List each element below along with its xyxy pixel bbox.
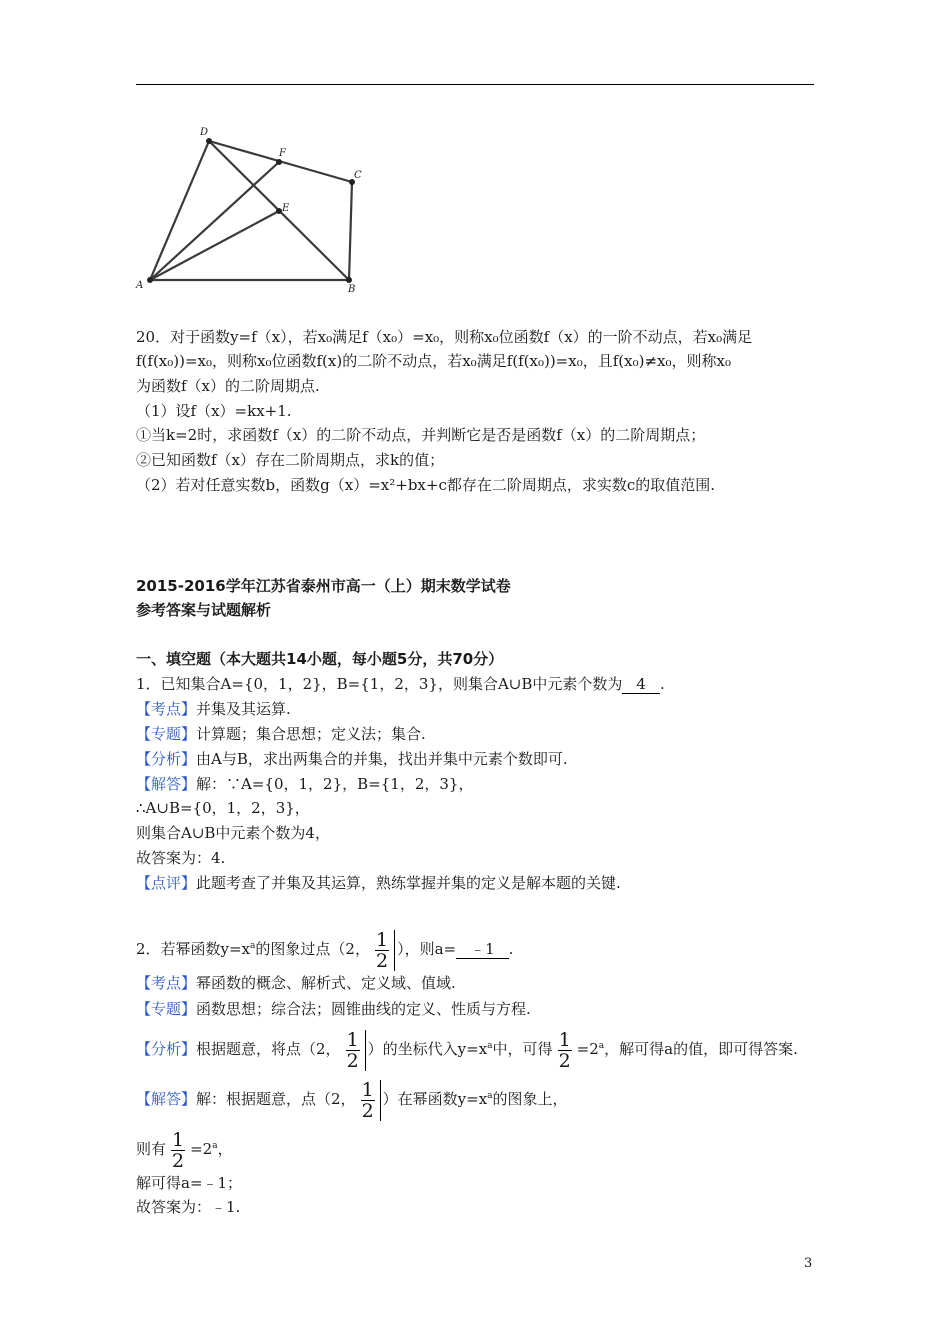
- q1-stem-text: 1．已知集合A={0，1，2}，B={1，2，3}，则集合A∪B中元素个数为: [136, 675, 623, 693]
- q2-step-3: 故答案为：﹣1.: [136, 1198, 241, 1216]
- label-E: E: [282, 203, 290, 214]
- q20-line-6: ②已知函数f（x）存在二阶周期点，求k的值；: [136, 451, 445, 469]
- q1-dianping: 【点评】此题考查了并集及其运算，熟练掌握并集的定义是解本题的关键.: [136, 874, 621, 892]
- q20-line-3: 为函数f（x）的二阶周期点.: [136, 377, 320, 395]
- dianping-tag: 【点评】: [136, 874, 197, 892]
- kaodian-tag: 【考点】: [136, 974, 197, 992]
- segment-BC: [349, 182, 352, 280]
- label-F: F: [279, 148, 286, 159]
- answer-subtitle: 参考答案与试题解析: [136, 601, 272, 619]
- fraction-one-half: $\frac{1}{2}$: [558, 1028, 571, 1072]
- zhuanti-tag: 【专题】: [136, 1000, 197, 1018]
- q2-jieda: 【解答】解：根据题意，点（2， $\frac{1}{2}$ ）在幂函数$y=x^a$的图象上，: [136, 1078, 568, 1122]
- label-B: B: [348, 284, 356, 295]
- q20-line-2: f(f(x₀))=x₀，则称x₀位函数f(x)的二阶不动点，若x₀满足f(f(x₀))=x₀，且f(x₀)≠x₀，则称x₀: [136, 352, 731, 370]
- q1-step-3: 故答案为：4.: [136, 849, 226, 867]
- q2-step-1: 则有 $\frac{1}{2}$ $=2^a$，: [136, 1128, 233, 1172]
- answer-title: 2015-2016学年江苏省泰州市高一（上）期末数学试卷: [136, 577, 511, 595]
- q2-answer-blank: ﹣1: [456, 940, 509, 959]
- jieda-tag: 【解答】: [136, 1090, 197, 1108]
- fenxi-tag: 【分析】: [136, 750, 197, 768]
- q1-zhuanti: 【专题】计算题；集合思想；定义法；集合.: [136, 725, 426, 743]
- header-rule: [136, 84, 814, 85]
- fraction-one-half: $\frac{1}{2}$: [172, 1128, 185, 1172]
- q20-line-7: （2）若对任意实数b，函数g（x）=x²+bx+c都存在二阶周期点，求实数c的取值范围.: [136, 476, 716, 494]
- zhuanti-tag: 【专题】: [136, 725, 197, 743]
- q1-answer-blank: 4: [622, 675, 660, 694]
- geometry-figure: [132, 120, 368, 298]
- q1-stem: 1．已知集合A={0，1，2}，B={1，2，3}，则集合A∪B中元素个数为 4 .: [136, 675, 665, 693]
- fraction-one-half: $\frac{1}{2}$: [358, 1080, 381, 1121]
- q1-step-1: ∴A∪B={0，1，2，3}，: [136, 799, 310, 817]
- kaodian-tag: 【考点】: [136, 700, 197, 718]
- fenxi-tag: 【分析】: [136, 1040, 197, 1058]
- section-heading: 一、填空题（本大题共14小题，每小题5分，共70分）: [136, 650, 504, 668]
- q1-step-2: 则集合A∪B中元素个数为4，: [136, 824, 330, 842]
- jieda-tag: 【解答】: [136, 775, 197, 793]
- label-A: A: [136, 280, 144, 291]
- q20-line-5: ①当k=2时，求函数f（x）的二阶不动点，并判断它是否是函数f（x）的二阶周期点；: [136, 426, 706, 444]
- fraction-one-half: $\frac{1}{2}$: [343, 1030, 366, 1071]
- label-C: C: [354, 170, 362, 181]
- q20-line-4: （1）设f（x）=kx+1.: [136, 402, 292, 420]
- q2-zhuanti: 【专题】函数思想；综合法；圆锥曲线的定义、性质与方程.: [136, 1000, 531, 1018]
- q2-step-2: 解可得a=﹣1；: [136, 1174, 243, 1192]
- label-D: D: [200, 127, 209, 138]
- page-number: 3: [804, 1256, 813, 1271]
- q2-kaodian: 【考点】幂函数的概念、解析式、定义域、值域.: [136, 974, 456, 992]
- q20-line-1: 20．对于函数y=f（x），若x₀满足f（x₀）=x₀，则称x₀位函数f（x）的一阶不动点，若x₀满足: [136, 328, 753, 346]
- q1-jieda: 【解答】解：∵A={0，1，2}，B={1，2，3}，: [136, 775, 474, 793]
- q1-fenxi: 【分析】由A与B，求出两集合的并集，找出并集中元素个数即可.: [136, 750, 568, 768]
- q2-fenxi: 【分析】根据题意，将点（2， $\frac{1}{2}$ ）的坐标代入$y=x^a$中，可得 $\frac{1}{2}$ $=2^a$，解可得a的值，即可得答案.: [136, 1028, 798, 1072]
- q1-kaodian: 【考点】并集及其运算.: [136, 700, 291, 718]
- segment-DA: [150, 141, 209, 280]
- q2-stem: 2．若幂函数$y=x^a$的图象过点（2， $\frac{1}{2}$ ），则a= ﹣1 .: [136, 928, 514, 972]
- fraction-one-half: $\frac{1}{2}$: [372, 930, 395, 971]
